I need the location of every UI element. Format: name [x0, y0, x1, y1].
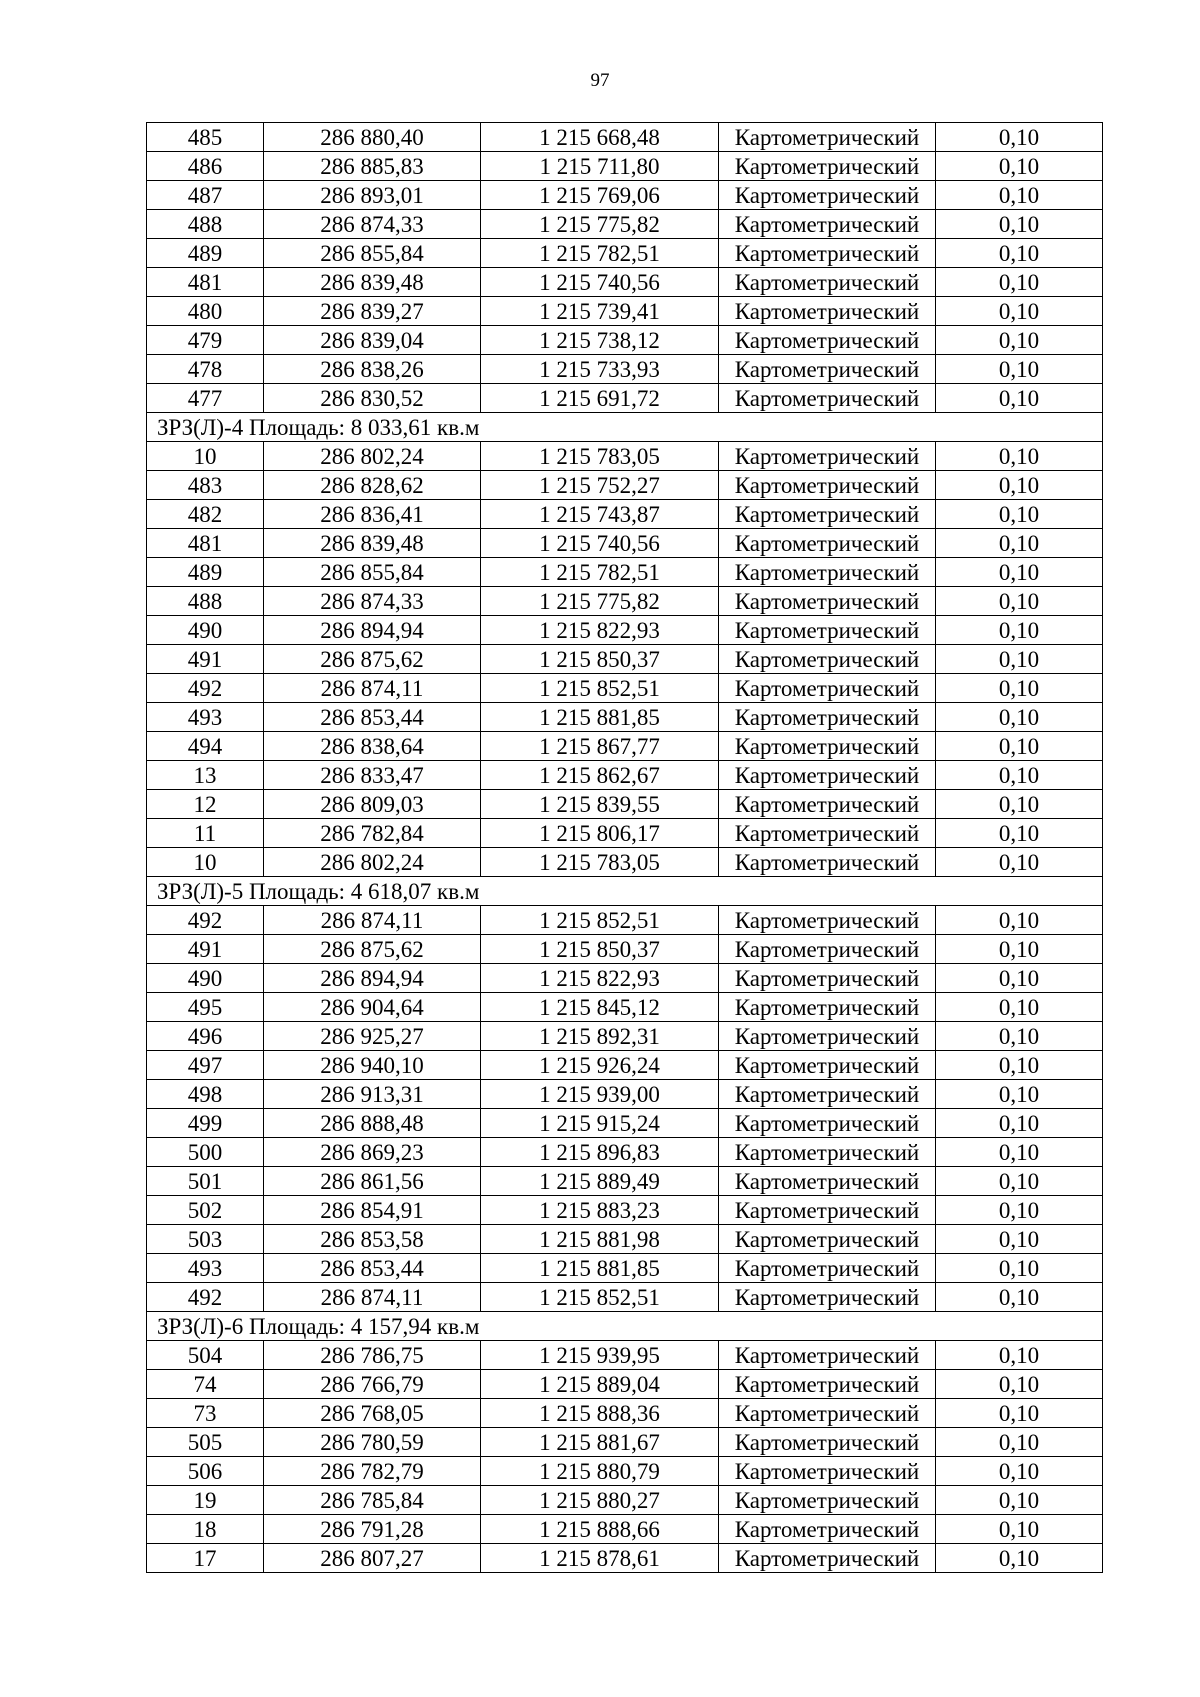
accuracy-cell: 0,10: [936, 1457, 1103, 1486]
table-row: [147, 1544, 1103, 1573]
y-coordinate-cell: 1 215 740,56: [481, 529, 719, 558]
x-coordinate-cell: 286 768,05: [264, 1399, 481, 1428]
accuracy-cell: 0,10: [936, 645, 1103, 674]
x-coordinate-cell: 286 855,84: [264, 558, 481, 587]
point-number-cell: 488: [147, 210, 264, 239]
accuracy-cell: 0,10: [936, 1022, 1103, 1051]
y-coordinate-cell: 1 215 889,49: [481, 1167, 719, 1196]
y-coordinate-cell: 1 215 852,51: [481, 1283, 719, 1312]
x-coordinate-cell: 286 802,24: [264, 442, 481, 471]
section-title: ЗРЗ(Л)-5 Площадь: 4 618,07 кв.м: [147, 877, 1103, 906]
section-header-row: [147, 877, 1103, 906]
x-coordinate-cell: 286 940,10: [264, 1051, 481, 1080]
table-row: [147, 471, 1103, 500]
y-coordinate-cell: 1 215 782,51: [481, 239, 719, 268]
method-cell: Картометрический: [719, 384, 936, 413]
accuracy-cell: 0,10: [936, 239, 1103, 268]
y-coordinate-cell: 1 215 783,05: [481, 442, 719, 471]
y-coordinate-cell: 1 215 892,31: [481, 1022, 719, 1051]
y-coordinate-cell: 1 215 881,67: [481, 1428, 719, 1457]
accuracy-cell: 0,10: [936, 1341, 1103, 1370]
table-row: [147, 616, 1103, 645]
point-number-cell: 499: [147, 1109, 264, 1138]
table-row: [147, 819, 1103, 848]
point-number-cell: 497: [147, 1051, 264, 1080]
x-coordinate-cell: 286 874,11: [264, 1283, 481, 1312]
method-cell: Картометрический: [719, 848, 936, 877]
point-number-cell: 12: [147, 790, 264, 819]
table-row: [147, 848, 1103, 877]
table-row: [147, 1515, 1103, 1544]
x-coordinate-cell: 286 785,84: [264, 1486, 481, 1515]
accuracy-cell: 0,10: [936, 1109, 1103, 1138]
method-cell: Картометрический: [719, 674, 936, 703]
point-number-cell: 13: [147, 761, 264, 790]
accuracy-cell: 0,10: [936, 471, 1103, 500]
method-cell: Картометрический: [719, 355, 936, 384]
method-cell: Картометрический: [719, 1254, 936, 1283]
y-coordinate-cell: 1 215 867,77: [481, 732, 719, 761]
point-number-cell: 493: [147, 1254, 264, 1283]
point-number-cell: 491: [147, 645, 264, 674]
y-coordinate-cell: 1 215 775,82: [481, 210, 719, 239]
accuracy-cell: 0,10: [936, 703, 1103, 732]
method-cell: Картометрический: [719, 558, 936, 587]
method-cell: Картометрический: [719, 1051, 936, 1080]
table-row: [147, 529, 1103, 558]
method-cell: Картометрический: [719, 1370, 936, 1399]
y-coordinate-cell: 1 215 896,83: [481, 1138, 719, 1167]
method-cell: Картометрический: [719, 1022, 936, 1051]
point-number-cell: 483: [147, 471, 264, 500]
method-cell: Картометрический: [719, 210, 936, 239]
table-row: [147, 645, 1103, 674]
point-number-cell: 498: [147, 1080, 264, 1109]
y-coordinate-cell: 1 215 883,23: [481, 1196, 719, 1225]
y-coordinate-cell: 1 215 915,24: [481, 1109, 719, 1138]
y-coordinate-cell: 1 215 839,55: [481, 790, 719, 819]
page-number: 97: [590, 70, 610, 91]
section-header-row: [147, 413, 1103, 442]
accuracy-cell: 0,10: [936, 1428, 1103, 1457]
x-coordinate-cell: 286 830,52: [264, 384, 481, 413]
table-row: [147, 703, 1103, 732]
x-coordinate-cell: 286 855,84: [264, 239, 481, 268]
y-coordinate-cell: 1 215 888,36: [481, 1399, 719, 1428]
table-row: [147, 1080, 1103, 1109]
table-row: [147, 384, 1103, 413]
y-coordinate-cell: 1 215 878,61: [481, 1544, 719, 1573]
x-coordinate-cell: 286 874,11: [264, 674, 481, 703]
x-coordinate-cell: 286 786,75: [264, 1341, 481, 1370]
x-coordinate-cell: 286 861,56: [264, 1167, 481, 1196]
table-row: [147, 993, 1103, 1022]
point-number-cell: 17: [147, 1544, 264, 1573]
y-coordinate-cell: 1 215 881,85: [481, 1254, 719, 1283]
y-coordinate-cell: 1 215 743,87: [481, 500, 719, 529]
accuracy-cell: 0,10: [936, 616, 1103, 645]
x-coordinate-cell: 286 838,64: [264, 732, 481, 761]
accuracy-cell: 0,10: [936, 1138, 1103, 1167]
table-row: [147, 210, 1103, 239]
method-cell: Картометрический: [719, 152, 936, 181]
point-number-cell: 492: [147, 906, 264, 935]
x-coordinate-cell: 286 782,79: [264, 1457, 481, 1486]
accuracy-cell: 0,10: [936, 993, 1103, 1022]
x-coordinate-cell: 286 828,62: [264, 471, 481, 500]
accuracy-cell: 0,10: [936, 1370, 1103, 1399]
accuracy-cell: 0,10: [936, 326, 1103, 355]
point-number-cell: 502: [147, 1196, 264, 1225]
y-coordinate-cell: 1 215 880,27: [481, 1486, 719, 1515]
table-row: [147, 732, 1103, 761]
point-number-cell: 477: [147, 384, 264, 413]
point-number-cell: 479: [147, 326, 264, 355]
accuracy-cell: 0,10: [936, 1399, 1103, 1428]
method-cell: Картометрический: [719, 239, 936, 268]
y-coordinate-cell: 1 215 852,51: [481, 906, 719, 935]
method-cell: Картометрический: [719, 819, 936, 848]
y-coordinate-cell: 1 215 752,27: [481, 471, 719, 500]
method-cell: Картометрический: [719, 297, 936, 326]
point-number-cell: 494: [147, 732, 264, 761]
y-coordinate-cell: 1 215 888,66: [481, 1515, 719, 1544]
y-coordinate-cell: 1 215 740,56: [481, 268, 719, 297]
table-row: [147, 442, 1103, 471]
x-coordinate-cell: 286 885,83: [264, 152, 481, 181]
x-coordinate-cell: 286 782,84: [264, 819, 481, 848]
point-number-cell: 10: [147, 848, 264, 877]
accuracy-cell: 0,10: [936, 587, 1103, 616]
accuracy-cell: 0,10: [936, 1544, 1103, 1573]
y-coordinate-cell: 1 215 782,51: [481, 558, 719, 587]
point-number-cell: 74: [147, 1370, 264, 1399]
coordinates-table-body: [147, 123, 1103, 1573]
accuracy-cell: 0,10: [936, 1167, 1103, 1196]
method-cell: Картометрический: [719, 964, 936, 993]
table-row: [147, 1457, 1103, 1486]
section-title: ЗРЗ(Л)-6 Площадь: 4 157,94 кв.м: [147, 1312, 1103, 1341]
table-row: [147, 1283, 1103, 1312]
point-number-cell: 488: [147, 587, 264, 616]
coordinates-table: [146, 122, 1103, 1573]
accuracy-cell: 0,10: [936, 442, 1103, 471]
accuracy-cell: 0,10: [936, 1080, 1103, 1109]
accuracy-cell: 0,10: [936, 1515, 1103, 1544]
point-number-cell: 11: [147, 819, 264, 848]
x-coordinate-cell: 286 875,62: [264, 935, 481, 964]
accuracy-cell: 0,10: [936, 732, 1103, 761]
y-coordinate-cell: 1 215 711,80: [481, 152, 719, 181]
table-row: [147, 1022, 1103, 1051]
point-number-cell: 485: [147, 123, 264, 152]
x-coordinate-cell: 286 809,03: [264, 790, 481, 819]
x-coordinate-cell: 286 925,27: [264, 1022, 481, 1051]
method-cell: Картометрический: [719, 1283, 936, 1312]
table-row: [147, 1196, 1103, 1225]
method-cell: Картометрический: [719, 1428, 936, 1457]
y-coordinate-cell: 1 215 733,93: [481, 355, 719, 384]
point-number-cell: 503: [147, 1225, 264, 1254]
x-coordinate-cell: 286 833,47: [264, 761, 481, 790]
point-number-cell: 482: [147, 500, 264, 529]
point-number-cell: 490: [147, 964, 264, 993]
method-cell: Картометрический: [719, 1080, 936, 1109]
y-coordinate-cell: 1 215 939,95: [481, 1341, 719, 1370]
x-coordinate-cell: 286 893,01: [264, 181, 481, 210]
x-coordinate-cell: 286 780,59: [264, 1428, 481, 1457]
point-number-cell: 486: [147, 152, 264, 181]
accuracy-cell: 0,10: [936, 210, 1103, 239]
table-row: [147, 1428, 1103, 1457]
method-cell: Картометрический: [719, 1138, 936, 1167]
x-coordinate-cell: 286 839,48: [264, 529, 481, 558]
table-row: [147, 181, 1103, 210]
method-cell: Картометрический: [719, 790, 936, 819]
table-row: [147, 761, 1103, 790]
x-coordinate-cell: 286 904,64: [264, 993, 481, 1022]
x-coordinate-cell: 286 839,48: [264, 268, 481, 297]
method-cell: Картометрический: [719, 1457, 936, 1486]
y-coordinate-cell: 1 215 889,04: [481, 1370, 719, 1399]
point-number-cell: 481: [147, 529, 264, 558]
x-coordinate-cell: 286 802,24: [264, 848, 481, 877]
y-coordinate-cell: 1 215 668,48: [481, 123, 719, 152]
y-coordinate-cell: 1 215 881,98: [481, 1225, 719, 1254]
x-coordinate-cell: 286 875,62: [264, 645, 481, 674]
method-cell: Картометрический: [719, 645, 936, 674]
y-coordinate-cell: 1 215 939,00: [481, 1080, 719, 1109]
table-row: [147, 1370, 1103, 1399]
method-cell: Картометрический: [719, 181, 936, 210]
y-coordinate-cell: 1 215 769,06: [481, 181, 719, 210]
method-cell: Картометрический: [719, 1225, 936, 1254]
x-coordinate-cell: 286 888,48: [264, 1109, 481, 1138]
table-row: [147, 1341, 1103, 1370]
x-coordinate-cell: 286 853,58: [264, 1225, 481, 1254]
y-coordinate-cell: 1 215 783,05: [481, 848, 719, 877]
y-coordinate-cell: 1 215 822,93: [481, 616, 719, 645]
x-coordinate-cell: 286 854,91: [264, 1196, 481, 1225]
table-row: [147, 790, 1103, 819]
method-cell: Картометрический: [719, 500, 936, 529]
y-coordinate-cell: 1 215 850,37: [481, 645, 719, 674]
y-coordinate-cell: 1 215 862,67: [481, 761, 719, 790]
y-coordinate-cell: 1 215 845,12: [481, 993, 719, 1022]
point-number-cell: 492: [147, 674, 264, 703]
accuracy-cell: 0,10: [936, 761, 1103, 790]
y-coordinate-cell: 1 215 775,82: [481, 587, 719, 616]
table-row: [147, 326, 1103, 355]
accuracy-cell: 0,10: [936, 297, 1103, 326]
accuracy-cell: 0,10: [936, 1283, 1103, 1312]
point-number-cell: 490: [147, 616, 264, 645]
table-row: [147, 906, 1103, 935]
table-row: [147, 297, 1103, 326]
accuracy-cell: 0,10: [936, 268, 1103, 297]
table-row: [147, 674, 1103, 703]
x-coordinate-cell: 286 838,26: [264, 355, 481, 384]
table-row: [147, 355, 1103, 384]
accuracy-cell: 0,10: [936, 906, 1103, 935]
y-coordinate-cell: 1 215 850,37: [481, 935, 719, 964]
method-cell: Картометрический: [719, 732, 936, 761]
point-number-cell: 73: [147, 1399, 264, 1428]
method-cell: Картометрический: [719, 529, 936, 558]
point-number-cell: 495: [147, 993, 264, 1022]
method-cell: Картометрический: [719, 1167, 936, 1196]
table-row: [147, 1399, 1103, 1428]
point-number-cell: 487: [147, 181, 264, 210]
y-coordinate-cell: 1 215 739,41: [481, 297, 719, 326]
x-coordinate-cell: 286 853,44: [264, 1254, 481, 1283]
table-row: [147, 1486, 1103, 1515]
x-coordinate-cell: 286 836,41: [264, 500, 481, 529]
method-cell: Картометрический: [719, 587, 936, 616]
point-number-cell: 10: [147, 442, 264, 471]
accuracy-cell: 0,10: [936, 181, 1103, 210]
point-number-cell: 492: [147, 1283, 264, 1312]
method-cell: Картометрический: [719, 1544, 936, 1573]
accuracy-cell: 0,10: [936, 964, 1103, 993]
point-number-cell: 505: [147, 1428, 264, 1457]
method-cell: Картометрический: [719, 1515, 936, 1544]
accuracy-cell: 0,10: [936, 819, 1103, 848]
method-cell: Картометрический: [719, 935, 936, 964]
method-cell: Картометрический: [719, 906, 936, 935]
section-title: ЗРЗ(Л)-4 Площадь: 8 033,61 кв.м: [147, 413, 1103, 442]
point-number-cell: 18: [147, 1515, 264, 1544]
accuracy-cell: 0,10: [936, 1196, 1103, 1225]
x-coordinate-cell: 286 839,04: [264, 326, 481, 355]
method-cell: Картометрический: [719, 993, 936, 1022]
point-number-cell: 504: [147, 1341, 264, 1370]
x-coordinate-cell: 286 839,27: [264, 297, 481, 326]
table-row: [147, 1167, 1103, 1196]
x-coordinate-cell: 286 874,33: [264, 587, 481, 616]
method-cell: Картометрический: [719, 1486, 936, 1515]
method-cell: Картометрический: [719, 1196, 936, 1225]
point-number-cell: 481: [147, 268, 264, 297]
table-row: [147, 587, 1103, 616]
y-coordinate-cell: 1 215 881,85: [481, 703, 719, 732]
table-row: [147, 1254, 1103, 1283]
x-coordinate-cell: 286 894,94: [264, 964, 481, 993]
point-number-cell: 491: [147, 935, 264, 964]
y-coordinate-cell: 1 215 880,79: [481, 1457, 719, 1486]
table-row: [147, 558, 1103, 587]
y-coordinate-cell: 1 215 926,24: [481, 1051, 719, 1080]
y-coordinate-cell: 1 215 691,72: [481, 384, 719, 413]
point-number-cell: 496: [147, 1022, 264, 1051]
method-cell: Картометрический: [719, 268, 936, 297]
point-number-cell: 500: [147, 1138, 264, 1167]
x-coordinate-cell: 286 874,11: [264, 906, 481, 935]
x-coordinate-cell: 286 913,31: [264, 1080, 481, 1109]
point-number-cell: 501: [147, 1167, 264, 1196]
section-header-row: [147, 1312, 1103, 1341]
y-coordinate-cell: 1 215 822,93: [481, 964, 719, 993]
accuracy-cell: 0,10: [936, 529, 1103, 558]
method-cell: Картометрический: [719, 1399, 936, 1428]
accuracy-cell: 0,10: [936, 558, 1103, 587]
method-cell: Картометрический: [719, 1341, 936, 1370]
accuracy-cell: 0,10: [936, 848, 1103, 877]
x-coordinate-cell: 286 894,94: [264, 616, 481, 645]
point-number-cell: 478: [147, 355, 264, 384]
accuracy-cell: 0,10: [936, 1225, 1103, 1254]
method-cell: Картометрический: [719, 616, 936, 645]
x-coordinate-cell: 286 791,28: [264, 1515, 481, 1544]
x-coordinate-cell: 286 853,44: [264, 703, 481, 732]
method-cell: Картометрический: [719, 1109, 936, 1138]
y-coordinate-cell: 1 215 852,51: [481, 674, 719, 703]
table-row: [147, 1225, 1103, 1254]
accuracy-cell: 0,10: [936, 674, 1103, 703]
accuracy-cell: 0,10: [936, 355, 1103, 384]
table-row: [147, 123, 1103, 152]
x-coordinate-cell: 286 766,79: [264, 1370, 481, 1399]
table-row: [147, 239, 1103, 268]
table-row: [147, 1051, 1103, 1080]
table-row: [147, 268, 1103, 297]
accuracy-cell: 0,10: [936, 790, 1103, 819]
x-coordinate-cell: 286 869,23: [264, 1138, 481, 1167]
method-cell: Картометрический: [719, 326, 936, 355]
accuracy-cell: 0,10: [936, 500, 1103, 529]
accuracy-cell: 0,10: [936, 935, 1103, 964]
point-number-cell: 19: [147, 1486, 264, 1515]
point-number-cell: 506: [147, 1457, 264, 1486]
x-coordinate-cell: 286 880,40: [264, 123, 481, 152]
table-row: [147, 500, 1103, 529]
accuracy-cell: 0,10: [936, 1254, 1103, 1283]
accuracy-cell: 0,10: [936, 1486, 1103, 1515]
method-cell: Картометрический: [719, 703, 936, 732]
accuracy-cell: 0,10: [936, 152, 1103, 181]
table-row: [147, 964, 1103, 993]
x-coordinate-cell: 286 807,27: [264, 1544, 481, 1573]
y-coordinate-cell: 1 215 806,17: [481, 819, 719, 848]
accuracy-cell: 0,10: [936, 384, 1103, 413]
point-number-cell: 493: [147, 703, 264, 732]
accuracy-cell: 0,10: [936, 123, 1103, 152]
method-cell: Картометрический: [719, 471, 936, 500]
method-cell: Картометрический: [719, 761, 936, 790]
point-number-cell: 489: [147, 239, 264, 268]
y-coordinate-cell: 1 215 738,12: [481, 326, 719, 355]
table-row: [147, 152, 1103, 181]
accuracy-cell: 0,10: [936, 1051, 1103, 1080]
method-cell: Картометрический: [719, 442, 936, 471]
table-row: [147, 1138, 1103, 1167]
point-number-cell: 480: [147, 297, 264, 326]
table-row: [147, 1109, 1103, 1138]
point-number-cell: 489: [147, 558, 264, 587]
x-coordinate-cell: 286 874,33: [264, 210, 481, 239]
method-cell: Картометрический: [719, 123, 936, 152]
table-row: [147, 935, 1103, 964]
